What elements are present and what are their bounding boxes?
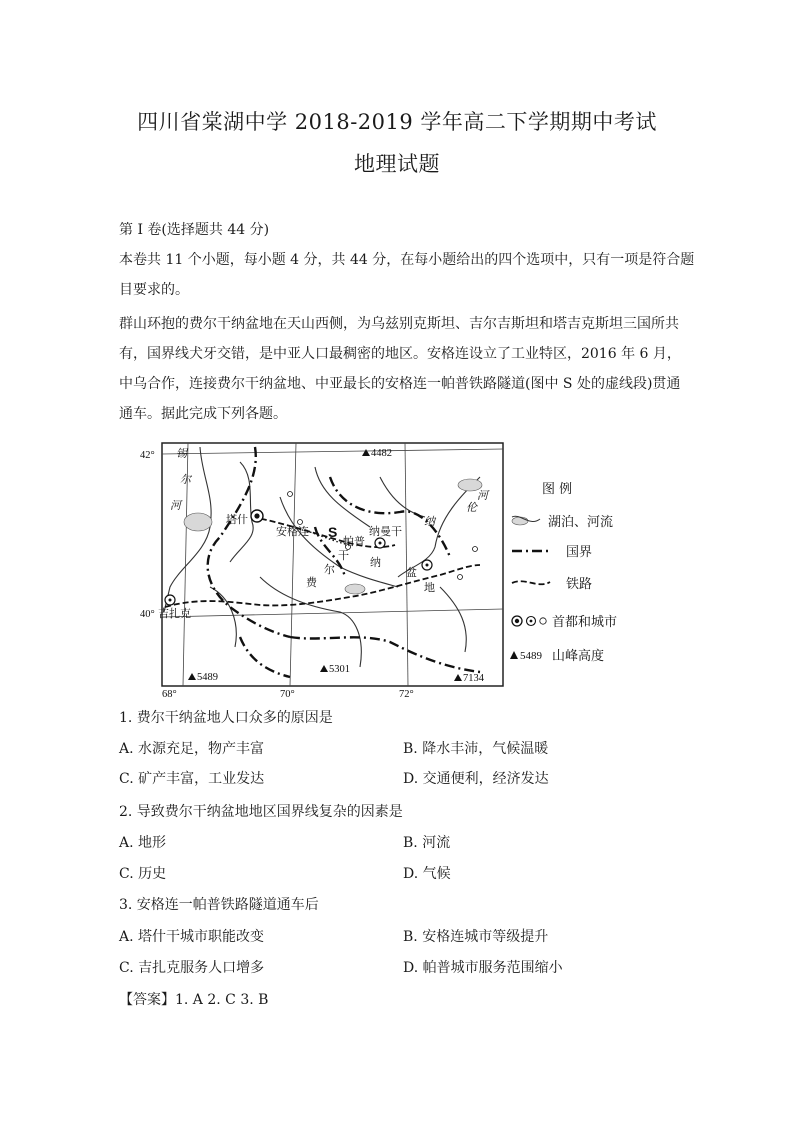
- peak-label: 7134: [463, 673, 484, 684]
- angren-label: 安格连: [276, 525, 309, 538]
- fergana-basin-char: 纳: [370, 556, 381, 569]
- question-1-option-d: D. 交通便利，经济发达: [403, 771, 549, 787]
- legend-item-label: 国界: [566, 545, 593, 560]
- town-symbol: [298, 520, 303, 525]
- peak-label: 5301: [329, 664, 350, 675]
- passage-line-3: 中乌合作，连接费尔干纳盆地、中亚最长的安格连一帕普铁路隧道(图中 S 处的虚线段)贯通: [119, 376, 681, 392]
- town-symbol: [288, 492, 293, 497]
- legend-item-label: 铁路: [566, 577, 593, 592]
- question-2-option-d: D. 气候: [403, 866, 451, 882]
- legend-railway-icon: [512, 581, 550, 584]
- pap-label: 帕普: [343, 535, 365, 548]
- fergana-basin-char: 干: [338, 549, 349, 562]
- question-3-stem: 3. 安格连一帕普铁路隧道通车后: [119, 897, 319, 913]
- fergana-basin-char: 地: [424, 581, 435, 594]
- lon-label: 72°: [399, 689, 414, 699]
- instructions-line-2: 目要求的。: [119, 282, 189, 298]
- question-2-option-b: B. 河流: [403, 835, 451, 851]
- lat-label: 40°: [140, 609, 155, 620]
- lake: [184, 513, 212, 531]
- town-symbol: [473, 547, 478, 552]
- fergana-city-symbol: [422, 560, 432, 570]
- town-symbol: [458, 575, 463, 580]
- legend-lake-river-icon: [512, 516, 540, 525]
- answer-key: 【答案】1. A 2. C 3. B: [119, 992, 269, 1008]
- question-1-stem: 1. 费尔干纳盆地人口众多的原因是: [119, 710, 333, 726]
- question-2-option-c: C. 历史: [119, 866, 167, 882]
- page-title-line-2: 地理试题: [354, 152, 440, 176]
- section-heading: 第 I 卷(选择题共 44 分): [119, 222, 270, 238]
- syr-darya-char: 河: [170, 499, 181, 512]
- jizzakh-city-symbol: [165, 595, 175, 605]
- legend-item-label: 首都和城市: [552, 615, 618, 630]
- passage-line-1: 群山环抱的费尔干纳盆地在天山西侧，为乌兹别克斯坦、吉尔吉斯坦和塔吉克斯坦三国所共: [119, 316, 679, 332]
- page-title-line-1: 四川省棠湖中学 2018-2019 学年高二下学期期中考试: [137, 110, 657, 134]
- naryn-river-char: 伦: [466, 501, 477, 514]
- question-3-option-b: B. 安格连城市等级提升: [403, 929, 549, 945]
- fergana-basin-map: [140, 437, 636, 699]
- question-1-option-a: A. 水源充足，物产丰富: [119, 741, 265, 757]
- naryn-river-char: 纳: [424, 515, 435, 528]
- syr-darya-char: 锡: [176, 447, 187, 460]
- question-1-option-c: C. 矿产丰富，工业发达: [119, 771, 265, 787]
- tashkent-label: 塔什: [226, 513, 248, 526]
- namangan-label: 纳曼干: [369, 525, 402, 538]
- question-3-option-c: C. 吉扎克服务人口增多: [119, 960, 265, 976]
- lat-label: 42°: [140, 450, 155, 461]
- legend-capital-city-icon: [512, 616, 546, 626]
- namangan-city-symbol: [375, 538, 385, 548]
- lon-label: 68°: [162, 689, 177, 699]
- fergana-basin-char: 盆: [406, 566, 417, 579]
- question-3-option-a: A. 塔什干城市职能改变: [119, 929, 265, 945]
- syr-darya-char: 尔: [180, 473, 191, 486]
- fergana-basin-char: 尔: [324, 563, 335, 576]
- passage-line-2: 有，国界线犬牙交错，是中亚人口最稠密的地区。安格连设立了工业特区，2016 年 6 月，: [119, 346, 681, 362]
- jizzakh-label: 吉扎克: [158, 607, 191, 620]
- naryn-river-char: 河: [477, 489, 488, 502]
- question-2-option-a: A. 地形: [119, 835, 167, 851]
- legend-item-label: 湖泊、河流: [548, 515, 614, 530]
- question-3-option-d: D. 帕普城市服务范围缩小: [403, 960, 563, 976]
- lake: [345, 584, 365, 594]
- question-2-stem: 2. 导致费尔干纳盆地地区国界线复杂的因素是: [119, 804, 403, 820]
- legend-peak-sample: 5489: [520, 650, 542, 662]
- legend-title: 图 例: [542, 482, 573, 497]
- question-1-option-b: B. 降水丰沛，气候温暖: [403, 741, 549, 757]
- fergana-basin-char: 费: [306, 576, 317, 589]
- peak-label: 5489: [197, 672, 218, 683]
- peak-label: 4482: [371, 448, 392, 459]
- instructions-line-1: 本卷共 11 个小题，每小题 4 分，共 44 分，在每小题给出的四个选项中，只有一项是符合题: [119, 252, 695, 268]
- lon-label: 70°: [280, 689, 295, 699]
- legend-item-label: 山峰高度: [552, 649, 605, 664]
- tashkent-capital-symbol: [251, 510, 263, 522]
- map-legend: [510, 482, 617, 664]
- passage-line-4: 通车。据此完成下列各题。: [119, 406, 287, 422]
- tunnel-s-label: S: [328, 524, 338, 540]
- legend-peak-icon: [510, 651, 518, 659]
